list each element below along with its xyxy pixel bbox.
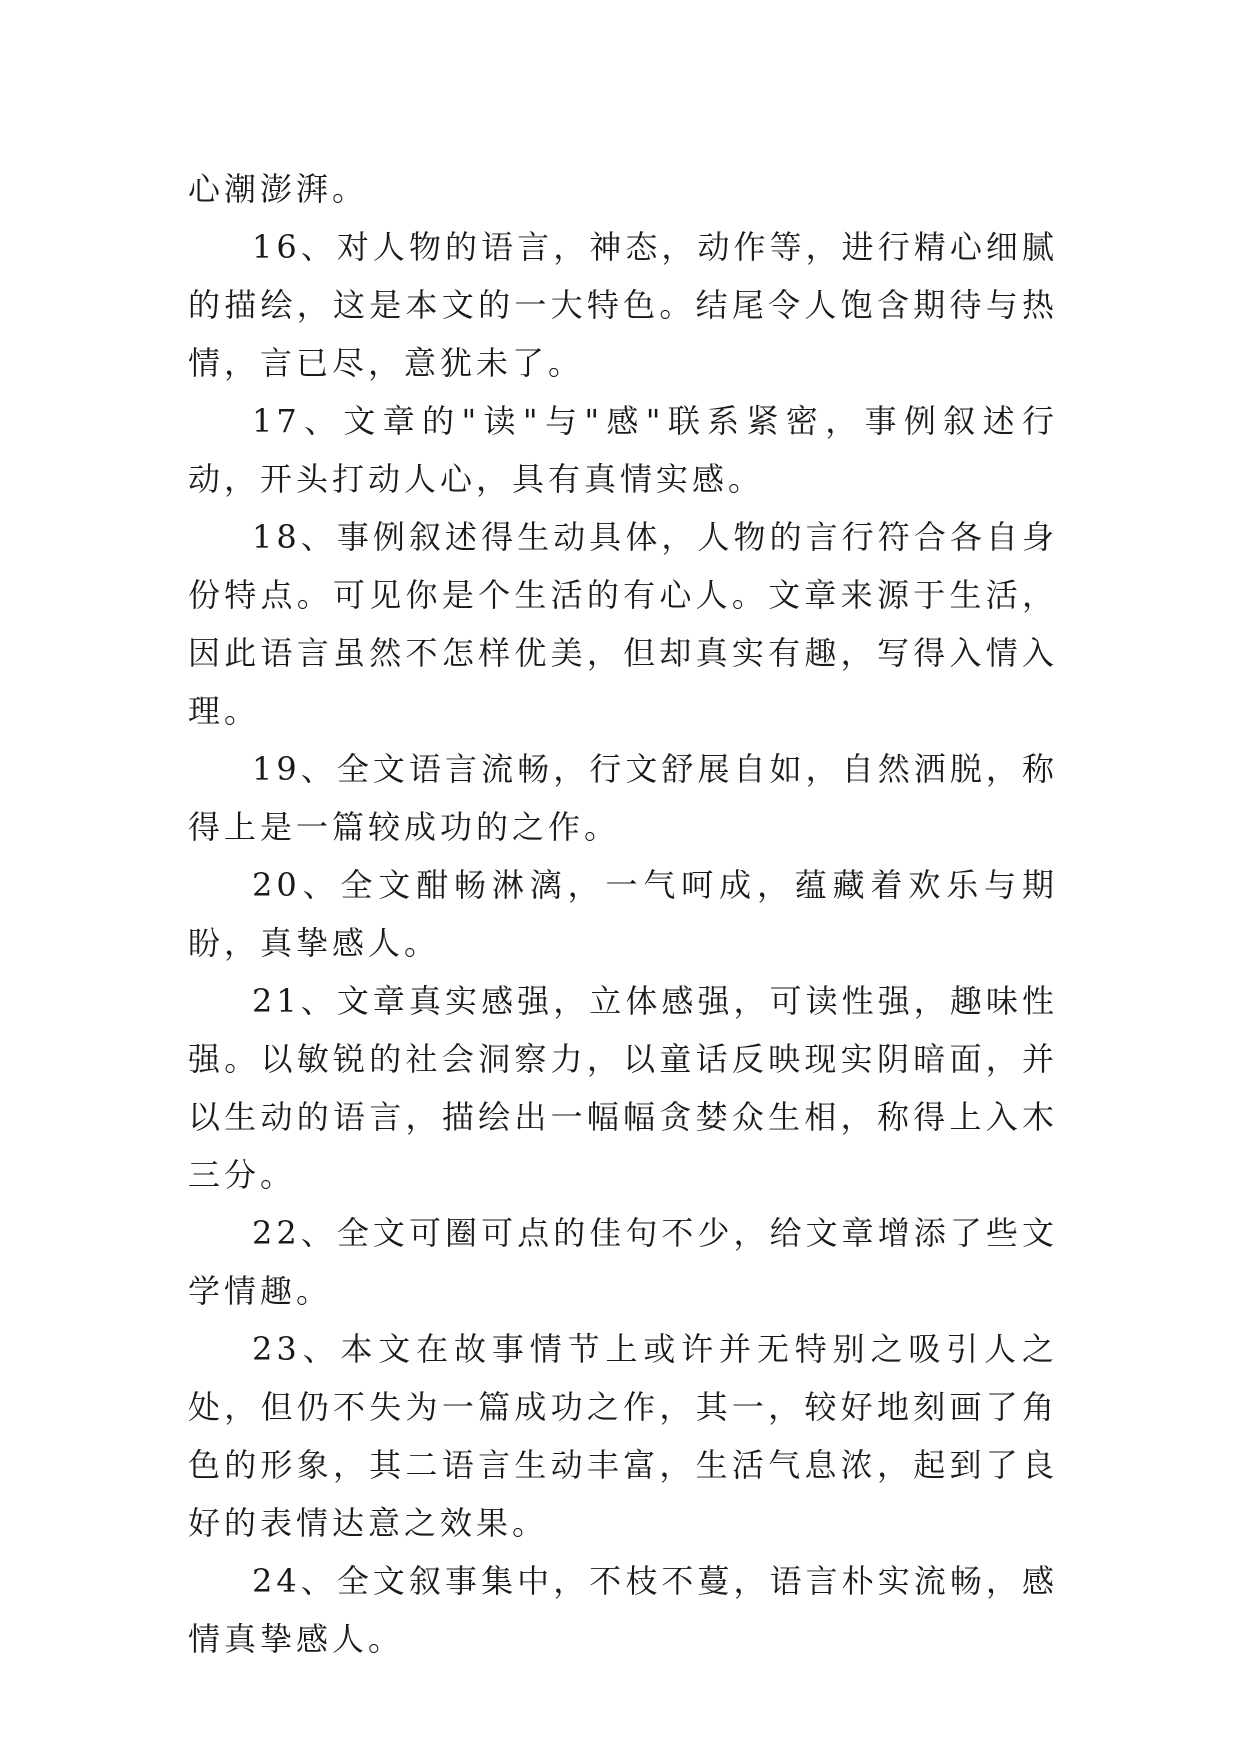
paragraph-item-17: 17、文章的"读"与"感"联系紧密，事例叙述行动，开头打动人心，具有真情实感。 [188, 402, 1058, 498]
paragraph-item-22: 22、全文可圈可点的佳句不少，给文章增添了些文学情趣。 [188, 1214, 1058, 1310]
paragraph-item-19: 19、全文语言流畅，行文舒展自如，自然洒脱，称得上是一篇较成功的之作。 [188, 750, 1058, 846]
document-body [188, 160, 1058, 1668]
paragraph-item-24: 24、全文叙事集中，不枝不蔓，语言朴实流畅，感情真挚感人。 [188, 1562, 1058, 1658]
paragraph-continuation: 心潮澎湃。 [188, 170, 369, 208]
paragraph-item-23: 23、本文在故事情节上或许并无特别之吸引人之处，但仍不失为一篇成功之作，其一，较好地刻画了角色的形象，其二语言生动丰富，生活气息浓，起到了良好的表情达意之效果。 [188, 1330, 1058, 1542]
paragraph-item-20: 20、全文酣畅淋漓，一气呵成，蕴藏着欢乐与期盼，真挚感人。 [188, 866, 1058, 962]
paragraph-item-16: 16、对人物的语言，神态，动作等，进行精心细腻的描绘，这是本文的一大特色。结尾令人饱含期待与热情，言已尽，意犹未了。 [188, 228, 1058, 382]
paragraph-item-21: 21、文章真实感强，立体感强，可读性强，趣味性强。以敏锐的社会洞察力，以童话反映现实阴暗面，并以生动的语言，描绘出一幅幅贪婪众生相，称得上入木三分。 [188, 982, 1058, 1194]
paragraph-item-18: 18、事例叙述得生动具体，人物的言行符合各自身份特点。可见你是个生活的有心人。文章来源于生活，因此语言虽然不怎样优美，但却真实有趣，写得入情入理。 [188, 518, 1058, 730]
